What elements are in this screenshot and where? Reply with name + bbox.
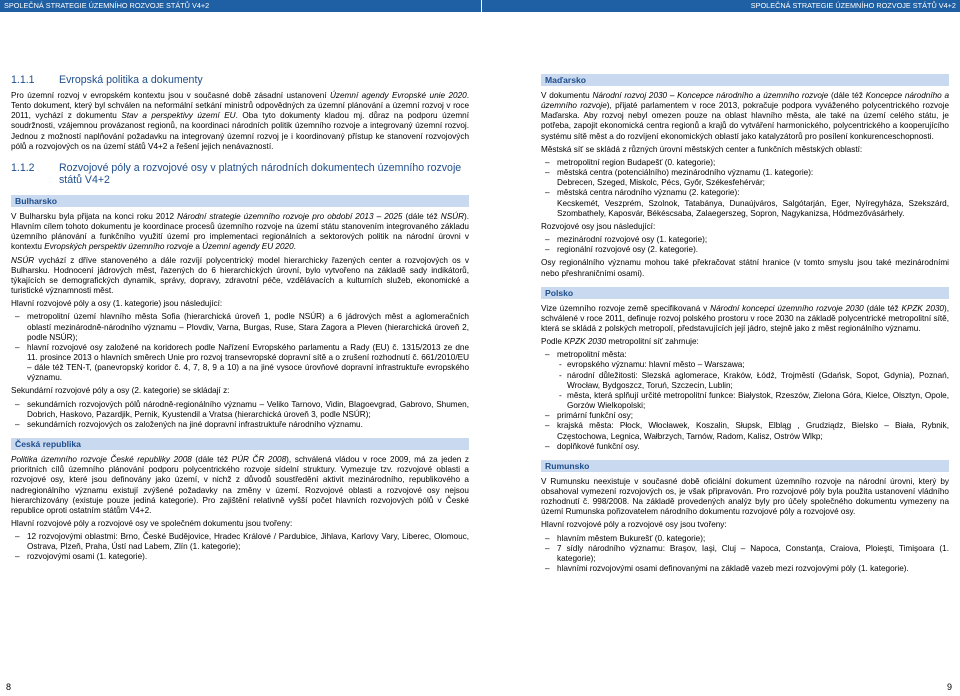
paragraph: Sekundární rozvojové póly a osy (2. kategorie) se skládají z:: [11, 386, 230, 396]
page-number-left: 8: [6, 682, 12, 692]
section-number: 1.1.2: [11, 161, 35, 174]
section-title: Evropská politika a dokumenty: [59, 74, 203, 86]
running-header-left: SPOLEČNÁ STRATEGIE ÚZEMNÍHO ROZVOJE STÁTŮ V4+2: [0, 0, 481, 12]
list-item: – primární funkční osy;: [541, 411, 949, 421]
paragraph: V Bulharsku byla přijata na konci roku 2012 Národní strategie územního rozvoje pro období 2013 – 2025 (dále též NSÚR). Hlavním cílem tohoto dokumentu je koordinace procesů územního rozvoje na území státu stanovením integrovaného základu územního plánování a funkčního využití území pro implementaci regionálních a sektorových politik na národní úrovni v kontextu Evropských perspektiv územního rozvoje a Územní agendy EU 2020.: [11, 211, 469, 252]
list-item: – městská centra národního významu (2. kategorie): Kecskemét, Veszprém, Szolnok, Tatabánya, Dunaújváros, Salgótarján, Eger, Nyíregyháza, Szekszárd, Szombathely, Kaposvár, Békéscsaba, Zalaegerszeg, Sopron, Nagykanizsa, Hódmezővásárhely.: [541, 188, 949, 218]
paragraph: Pro územní rozvoj v evropském kontextu jsou v současné době zásadní ustanovení Územní agendy Evropské unie 2020. Tento dokument, který byl schválen na neformální setkání ministrů odpovědných za územní plánování a územní rozvoj v roce 2011, vychází z dokumentu Stav a perspektivy území EU. Oba tyto dokumenty kladou mj. důraz na podporu územní soudržnosti, vzájemnou provázanost regionů, na koordinaci národních politik územního rozvoje a integrovaný územní rozvoj. Jednou z možností naplňování požadavku na integrovaný územní rozvoj je i koordinovaný přístup ke stanovení rozvojových pólů a rozvojových os na území států V4+2 a řešení jejich nenávazností.: [11, 91, 469, 151]
paragraph: V Rumunsku neexistuje v současné době oficiální dokument územního rozvoje na národní úrovni, který by obsahoval vymezení rozvojových os, je však připravován. Pro rozvojové póly byla použita ustanovení vládního rozhodnutí č. 998/2008. Na základě provedených analýz byly pro účely společného dokumentu vymezeny na území Rumunska pořizovatelem národního dokumentu rozvojové póly a rozvojové osy.: [541, 476, 949, 517]
dash-list: [541, 534, 949, 575]
dash-list: [11, 312, 469, 383]
list-item: – hlavním městem Bukurešť (0. kategorie);: [541, 534, 949, 544]
dash-list: [541, 350, 949, 452]
dash-list: [11, 532, 469, 562]
country-heading-romania: Rumunsko: [541, 460, 949, 472]
list-item: – sekundárních rozvojových os založených na jiné dopravní infrastruktuře národního významu.: [11, 420, 469, 430]
list-item: – regionální rozvojové osy (2. kategorie).: [541, 245, 949, 255]
list-item: – městská centra (potenciálního) mezinárodního významu (1. kategorie): Debrecen, Szeged, Miskolc, Pécs, Győr, Székesfehérvár;: [541, 168, 949, 188]
paragraph: NSÚR vychází z dříve stanoveného a dále rozvíjí polycentrický model hierarchicky řazených center a rozvojových os v Bulharsku. Hodnocení jádrových měst, řazených do 6 hierarchických úrovní, bylo vytvořeno na základě sady indikátorů, týkajících se demografických dynamik, správy, dopravy, zdravotní péče, vzdělávacích a kulturních služeb, ekonomické a turistické významnosti měst.: [11, 255, 469, 296]
list-item: – metropolitní území hlavního města Sofia (hierarchická úroveň 1, podle NSÚR) a 6 jádrových měst a aglomeračních oblastí mezinárodně-národního významu – Plovdiv, Varna, Burgas, Ruse, Stara Zagora a Pleven (hierarchická úroveň 2, podle NSÚR);: [11, 312, 469, 342]
paragraph: Osy regionálního významu mohou také překračovat státní hranice (v tomto smyslu jsou také mezinárodními nebo přeshraničními osami).: [541, 258, 949, 278]
section-heading-1-1-2: [11, 162, 469, 187]
page-number-right: 9: [947, 682, 953, 692]
list-item: – metropolitní města: - evropského významu: hlavní město – Warszawa; - národní důležitosti: Slezská aglomerace, Kraków, Łódź, Trojměstí (Gdańsk, Sopot, Gdynia), Poznań, Wrocław, Bydgoszcz, Toruń, Szczecin, Lublin; - města, která splňují určité metropolitní funkce: Białystok, Rzeszów, Zielona Góra, Kielce, Olsztyn, Opole, Gorzów Wielkopolski;: [541, 350, 949, 411]
sub-list-item: - národní důležitosti: Slezská aglomerace, Kraków, Łódź, Trojměstí (Gdańsk, Sopot, Gdynia), Poznań, Wrocław, Bydgoszcz, Toruń, Szczecin, Lublin;: [557, 371, 949, 391]
country-heading-poland: Polsko: [541, 287, 949, 299]
country-heading-czech-republic: Česká republika: [11, 438, 469, 450]
list-item: – 12 rozvojovými oblastmi: Brno, České Budějovice, Hradec Králové / Pardubice, Jihlava, Karlovy Vary, Liberec, Olomouc, Ostrava, Plzeň, Praha, Ústí nad Labem, Zlín (1. kategorie);: [11, 532, 469, 552]
paragraph: Hlavní rozvojové póly a rozvojové osy ve společném dokumentu jsou tvořeny:: [11, 519, 293, 528]
list-item: – krajská města: Płock, Włocławek, Koszalin, Słupsk, Elbląg , Grudziądz, Bielsko – Biała, Rybnik, Częstochowa, Legnica, Wałbrzych, Tarnów, Radom, Kalisz, Ostrów Wlkp;: [541, 421, 949, 441]
left-column: [11, 74, 469, 566]
paragraph: Podle KPZK 2030 metropolitní síť zahrnuje:: [541, 337, 699, 347]
paragraph: V dokumentu Národní rozvoj 2030 – Koncepce národního a územního rozvoje (dále též Koncepce národního a územního rozvoje), přijaté parlamentem v roce 2013, pokračuje podpora vyváženého polycentrického rozvoje Maďarska. Aby rozvoj nebyl omezen pouze na oblast hlavního města, ale také na území celého státu, je potřeba, zapojit ekonomická centra regionů a krajů do vytváření harmonického, polycentrického a kooperujícího systému sítě měst a do rozvíjení ekonomických oblastí jako katalyzátorů pro posílení konkurenceschopnosti.: [541, 91, 949, 141]
section-title: Rozvojové póly a rozvojové osy v platných národních dokumentech územního rozvoje států V4+2: [59, 161, 462, 187]
section-heading-1-1-1: [11, 74, 469, 86]
dash-list: [541, 158, 949, 219]
list-item: – metropolitní region Budapešť (0. kategorie);: [541, 158, 949, 168]
country-heading-hungary: Maďarsko: [541, 74, 949, 86]
paragraph: Hlavní rozvojové póly a rozvojové osy jsou tvořeny:: [541, 520, 727, 530]
list-item: – doplňkové funkční osy.: [541, 442, 949, 452]
list-item: – 7 sídly národního významu: Braşov, Iaşi, Cluj – Napoca, Constanţa, Craiova, Ploieşti, Timişoara (1. kategorie);: [541, 544, 949, 564]
paragraph: Hlavní rozvojové póly a osy (1. kategorie) jsou následující:: [11, 299, 223, 309]
country-heading-bulgaria: Bulharsko: [11, 195, 469, 207]
dash-list: [11, 400, 469, 430]
list-item: – rozvojovými osami (1. kategorie).: [11, 552, 469, 562]
list-item: – hlavními rozvojovými osami definovanými na základě vazeb mezi rozvojovými póly (1. kategorie).: [541, 564, 949, 574]
paragraph: Rozvojové osy jsou následující:: [541, 221, 656, 231]
running-header-right: SPOLEČNÁ STRATEGIE ÚZEMNÍHO ROZVOJE STÁTŮ V4+2: [482, 0, 960, 12]
list-item: – sekundárních rozvojových pólů národně-regionálního významu – Veliko Tarnovo, Vidin, Blagoevgrad, Gabrovo, Shumen, Dobrich, Haskovo, Pazardjik, Pernik, Kyustendil a Vratsa (hierarchická úroveň 3, podle NSÚR);: [11, 400, 469, 420]
list-item: – hlavní rozvojové osy založené na koridorech podle Nařízení Evropského parlamentu a Rady (EU) č. 1315/2013 ze dne 11. prosince 2013 o hlavních směrech Unie pro rozvoj transevropské dopravní sítě a o zrušení rozhodnutí č. 661/2010/EU – dále též TEN-T, (panevropský koridor č. 4, 7, 8, 9 a 10) a na jiné vysoce úrovňové dopravní infrastruktuře evropského významu.: [11, 343, 469, 384]
sub-list-item: - města, která splňují určité metropolitní funkce: Białystok, Rzeszów, Zielona Góra, Kielce, Olsztyn, Opole, Gorzów Wielkopolski;: [557, 391, 949, 411]
paragraph: Politika územního rozvoje České republiky 2008 (dále též PÚR ČR 2008), schválená vládou v roce 2009, má za jeden z prioritních cílů územního plánování podporu polycentrického rozvoje sídelní struktury. Vymezuje tzv. rozvojové oblasti a rozvojové osy, které jsou definovány jako území, v nichž z důvodů soustředění aktivit mezinárodního, republikového a nadregionálního významu existují zvýšené požadavky na změny v území. Rozvojové oblasti a rozvojové osy nejsou hierarchizovány (existuje pouze jediná kategorie). Pro zajištění relativně vyšší počet hlavních rozvojových pólů v České republice oproti ostatním státům V4+2.: [11, 455, 469, 515]
paragraph: Městská síť se skládá z různých úrovní městských center a funkčních městských oblastí:: [541, 144, 863, 154]
dash-list: [541, 235, 949, 255]
list-item: – mezinárodní rozvojové osy (1. kategorie);: [541, 235, 949, 245]
right-column: [541, 74, 949, 577]
sub-list: [557, 360, 949, 411]
paragraph: Vize územního rozvoje země specifikovaná v Národní koncepci územního rozvoje 2030 (dále též KPZK 2030), schválené v roce 2011, definuje rozvoj polského prostoru v roce 2030 na základě polycentrické metropolitní sítě, která se skládá z polských metropolí, představujících její jádro, stejně jako z měst regionálního významu.: [541, 303, 949, 333]
sub-list-item: - evropského významu: hlavní město – Warszawa;: [557, 360, 949, 370]
section-number: 1.1.1: [11, 74, 35, 86]
